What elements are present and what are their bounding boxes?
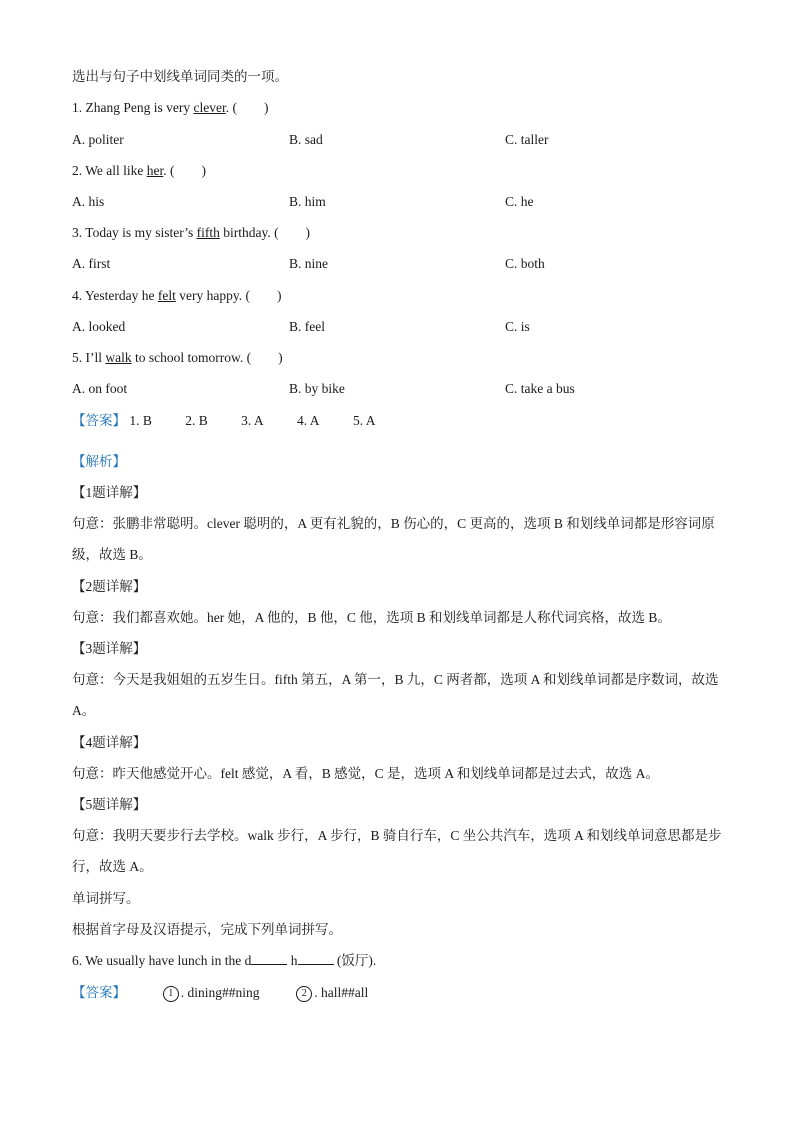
answer-blank bbox=[298, 952, 334, 965]
detail-title: 【2题详解】 bbox=[72, 579, 147, 594]
detail-text: 句意：我们都喜欢她。her 她，A 他的，B 他，C 他，选项 B 和划线单词都是人称代词宾格，故选 B。 bbox=[72, 610, 671, 625]
answer-row bbox=[72, 412, 405, 430]
option-a: A. his bbox=[72, 194, 105, 209]
option-a: A. on foot bbox=[72, 381, 128, 396]
option-a: A. looked bbox=[72, 319, 126, 334]
detail-title: 【1题详解】 bbox=[72, 485, 147, 500]
option-c: C. both bbox=[505, 256, 545, 271]
answer-blank bbox=[251, 952, 287, 965]
circled-number: 2 bbox=[296, 986, 312, 1002]
option-b: B. by bike bbox=[289, 381, 345, 396]
question-4: 4. Yesterday he felt very happy. ( ) bbox=[72, 288, 282, 303]
question-6: 6. We usually have lunch in the d h (饭厅). bbox=[72, 953, 377, 968]
underlined-word: clever bbox=[193, 100, 226, 115]
underlined-word: fifth bbox=[196, 225, 220, 240]
detail-text: 句意：我明天要步行去学校。walk 步行，A 步行，B 骑自行车，C 坐公共汽车，选项 A 和划线单词意思都是步行，故选 A。 bbox=[72, 828, 722, 874]
underlined-word: walk bbox=[105, 350, 132, 365]
option-b: B. him bbox=[289, 194, 326, 209]
detail-title: 【5题详解】 bbox=[72, 797, 147, 812]
option-c: C. taller bbox=[505, 132, 549, 147]
question-1: 1. Zhang Peng is very clever. ( ) bbox=[72, 100, 269, 115]
detail-text: 句意：今天是我姐姐的五岁生日。fifth 第五，A 第一，B 九，C 两者都，选项 A 和划线单词都是序数词，故选 A。 bbox=[72, 672, 719, 718]
option-c: C. is bbox=[505, 319, 530, 334]
circled-number: 1 bbox=[163, 986, 179, 1002]
question-3: 3. Today is my sister’s fifth birthday. ( ) bbox=[72, 225, 311, 240]
option-a: A. first bbox=[72, 256, 111, 271]
answer-item: 2. B bbox=[185, 413, 208, 428]
option-a: A. politer bbox=[72, 132, 124, 147]
answer-item: 3. A bbox=[241, 413, 264, 428]
option-c: C. take a bus bbox=[505, 381, 575, 396]
detail-title: 【3题详解】 bbox=[72, 641, 147, 656]
detail-title: 【4题详解】 bbox=[72, 735, 147, 750]
option-b: B. sad bbox=[289, 132, 323, 147]
question-5: 5. I’ll walk to school tomorrow. ( ) bbox=[72, 350, 283, 365]
answer-item: 4. A bbox=[297, 413, 320, 428]
option-b: B. nine bbox=[289, 256, 328, 271]
analysis-label: 【解析】 bbox=[72, 454, 126, 469]
option-b: B. feel bbox=[289, 319, 325, 334]
answer-label: 【答案】 bbox=[72, 413, 126, 428]
answer-label: 【答案】 bbox=[72, 985, 126, 1000]
underlined-word: felt bbox=[157, 288, 176, 303]
underlined-word: her bbox=[146, 163, 164, 178]
section-intro: 选出与句子中划线单词同类的一项。 bbox=[72, 69, 288, 84]
detail-text: 句意：昨天他感觉开心。felt 感觉，A 看，B 感觉，C 是，选项 A 和划线单词都是过去式，故选 A。 bbox=[72, 766, 659, 781]
section-title: 单词拼写。 bbox=[72, 891, 140, 906]
answer-item: 5. A bbox=[352, 413, 376, 428]
option-c: C. he bbox=[505, 194, 534, 209]
section-instruction: 根据首字母及汉语提示，完成下列单词拼写。 bbox=[72, 922, 342, 937]
question-2: 2. We all like her. ( ) bbox=[72, 163, 207, 178]
q6-answer-row: 【答案】 1 . dining##ning 2 . hall##all bbox=[72, 985, 369, 1000]
answer-item: 1. B bbox=[129, 413, 152, 428]
detail-text: 句意：张鹏非常聪明。clever 聪明的，A 更有礼貌的，B 伤心的，C 更高的，选项 B 和划线单词都是形容词原级，故选 B。 bbox=[72, 516, 715, 562]
